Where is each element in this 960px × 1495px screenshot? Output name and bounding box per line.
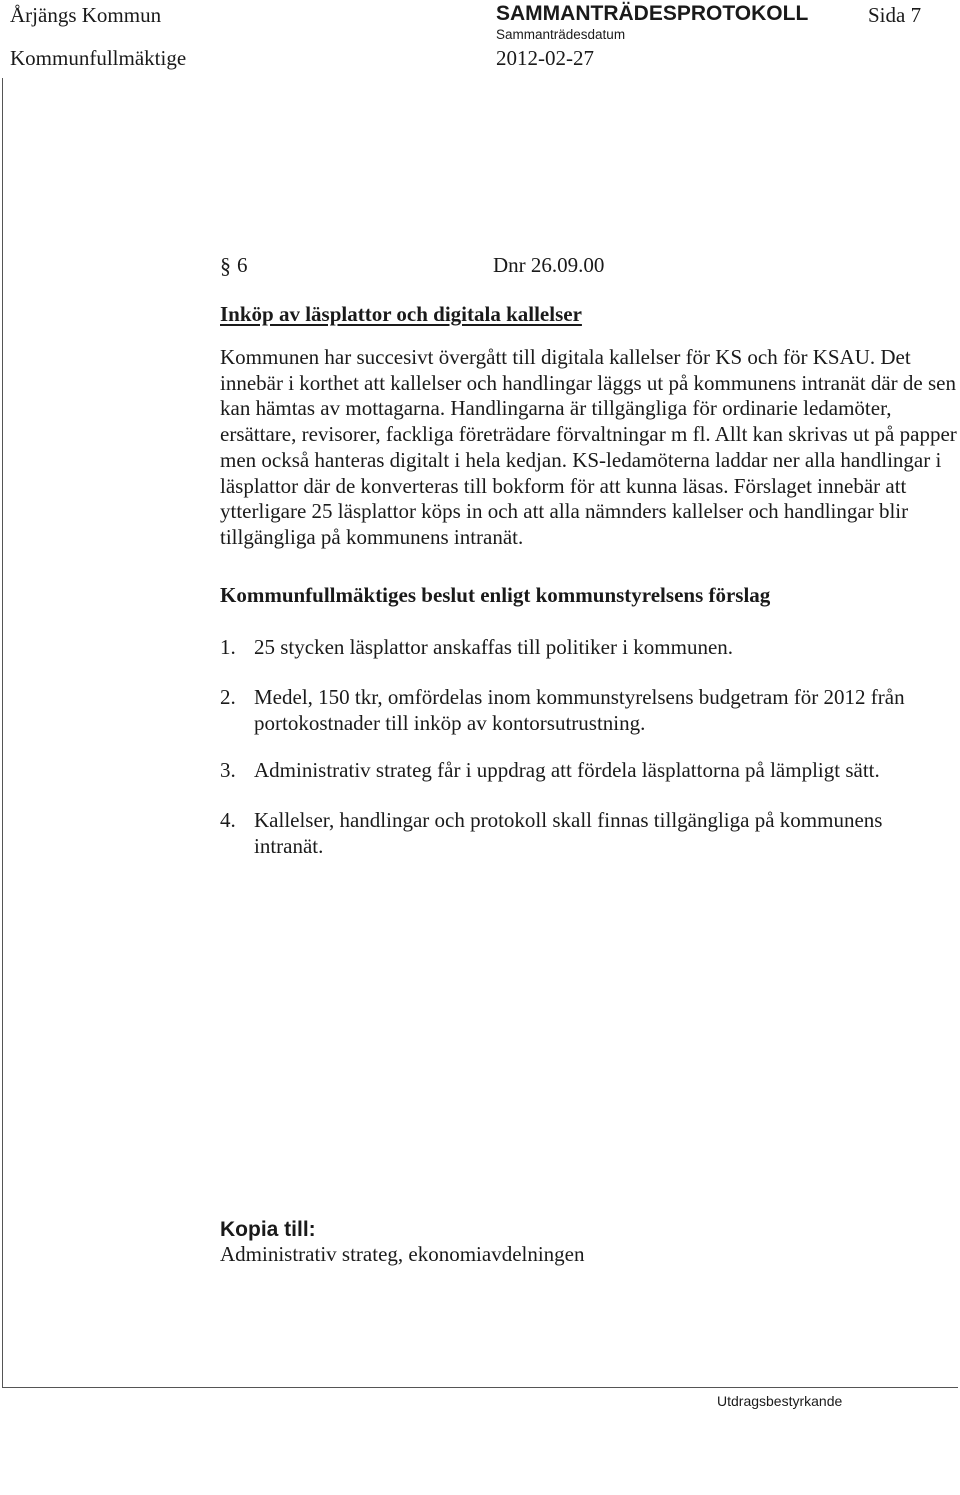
decision-item-number: 2. (220, 685, 236, 709)
decision-body: Kommunfullmäktige (10, 46, 187, 70)
decision-item-text: Kallelser, handlingar och protokoll skall finnas tillgängliga på kommunens intranät. (254, 808, 883, 858)
paragraph-mark: § (220, 253, 231, 278)
left-margin-line (2, 78, 3, 1388)
decision-item-number: 1. (220, 635, 236, 659)
decision-item-text: Administrativ strateg får i uppdrag att fördela läsplattorna på lämpligt sätt. (254, 758, 880, 782)
organization-name: Årjängs Kommun (10, 3, 162, 27)
section-heading: Inköp av läsplattor och digitala kallelser (220, 302, 582, 326)
footer-divider (2, 1387, 958, 1388)
decision-heading: Kommunfullmäktiges beslut enligt kommunstyrelsens förslag (220, 583, 771, 607)
page-number: Sida 7 (868, 3, 922, 27)
copy-to-label: Kopia till: (220, 1218, 316, 1241)
decision-item-number: 3. (220, 758, 236, 782)
decision-item-number: 4. (220, 808, 236, 832)
document-title: SAMMANTRÄDESPROTOKOLL (496, 2, 809, 25)
decision-item-text: 25 stycken läsplattor anskaffas till politiker i kommunen. (254, 635, 734, 659)
meeting-date: 2012-02-27 (496, 46, 594, 70)
meeting-date-label: Sammanträdesdatum (496, 27, 626, 42)
diary-number: Dnr 26.09.00 (493, 253, 605, 277)
copy-to-recipients: Administrativ strateg, ekonomiavdelningen (220, 1242, 585, 1266)
decision-item-text: Medel, 150 tkr, omfördelas inom kommunstyrelsens budgetram för 2012 från portokostnader till inköp av kontorsutrustning. (254, 685, 905, 735)
certification-label: Utdragsbestyrkande (717, 1393, 843, 1409)
section-body: Kommunen har succesivt övergått till digitala kallelser för KS och för KSAU. Det innebär i korthet att kallelser och handlingar läggs ut på kommunens intranät där de sen kan hämtas av mottagarna. Handlingarna är tillgängliga för ordinarie ledamöter, ersättare, revisorer, fackliga företrädare förvaltningar m fl. Allt kan skrivas ut på papper men också hanteras digitalt i hela kedjan. KS-ledamöterna laddar ner alla handlingar i läsplattor där de konverteras till bokform för att kunna läsas. Förslaget innebär att ytterligare 25 läsplattor köps in och att alla nämnders kallelser och handlingar blir tillgängliga på kommunens intranät. (220, 345, 957, 549)
paragraph-number: 6 (237, 253, 248, 277)
